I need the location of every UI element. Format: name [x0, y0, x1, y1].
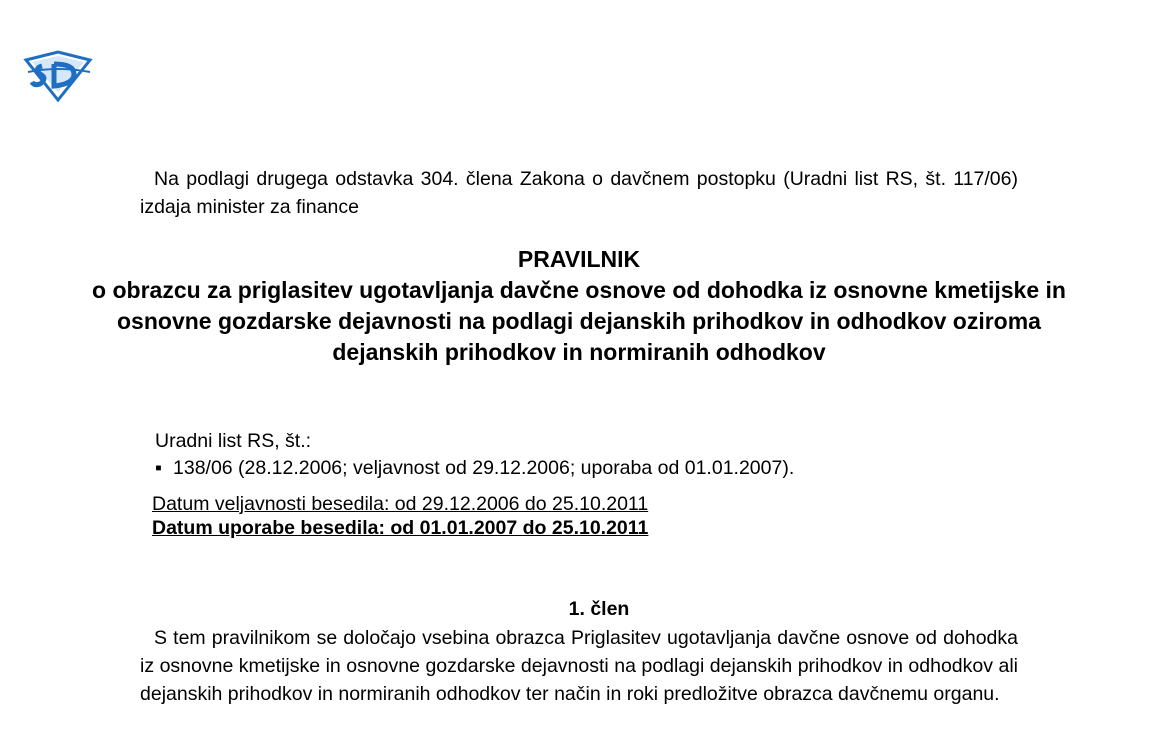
title-heading: PRAVILNIK: [517, 246, 641, 272]
gazette-label: Uradni list RS, št.:: [155, 430, 312, 452]
regulation-title: [70, 244, 1088, 368]
bullet-icon: ▪: [155, 457, 162, 479]
text-dates: [152, 492, 648, 540]
gazette-entry-text: 138/06 (28.12.2006; veljavnost od 29.12.2006; uporaba od 01.01.2007).: [173, 457, 795, 479]
gazette-entry: [155, 455, 794, 482]
title-subtitle: o obrazcu za priglasitev ugotavljanja davčne osnove od dohodka iz osnovne kmetijske in osnovne gozdarske dejavnosti na podlagi dejanskih prihodkov in odhodkov oziroma dejanskih prihodkov in normiranih odhodkov: [92, 277, 1066, 365]
article-body: S tem pravilnikom se določajo vsebina obrazca Priglasitev ugotavljanja davčne osnove od dohodka iz osnovne kmetijske in osnovne gozdarske dejavnosti na podlagi dejanskih prihodkov in odhodkov ali dejanskih prihodkov in normiranih odhodkov ter način in roki predložitve obrazca davčnemu organu.: [140, 627, 1018, 705]
intro-paragraph: Na podlagi drugega odstavka 304. člena Zakona o davčnem postopku (Uradni list RS, št. 117/06) izdaja minister za finance: [140, 168, 1018, 218]
validity-date: Datum veljavnosti besedila: od 29.12.2006 do 25.10.2011: [152, 493, 649, 515]
sd-shield-logo-icon: [20, 48, 96, 104]
application-date: Datum uporabe besedila: od 01.01.2007 do 25.10.2011: [152, 517, 649, 539]
gazette-reference: [155, 428, 794, 482]
article-heading: 1. člen: [568, 598, 630, 620]
